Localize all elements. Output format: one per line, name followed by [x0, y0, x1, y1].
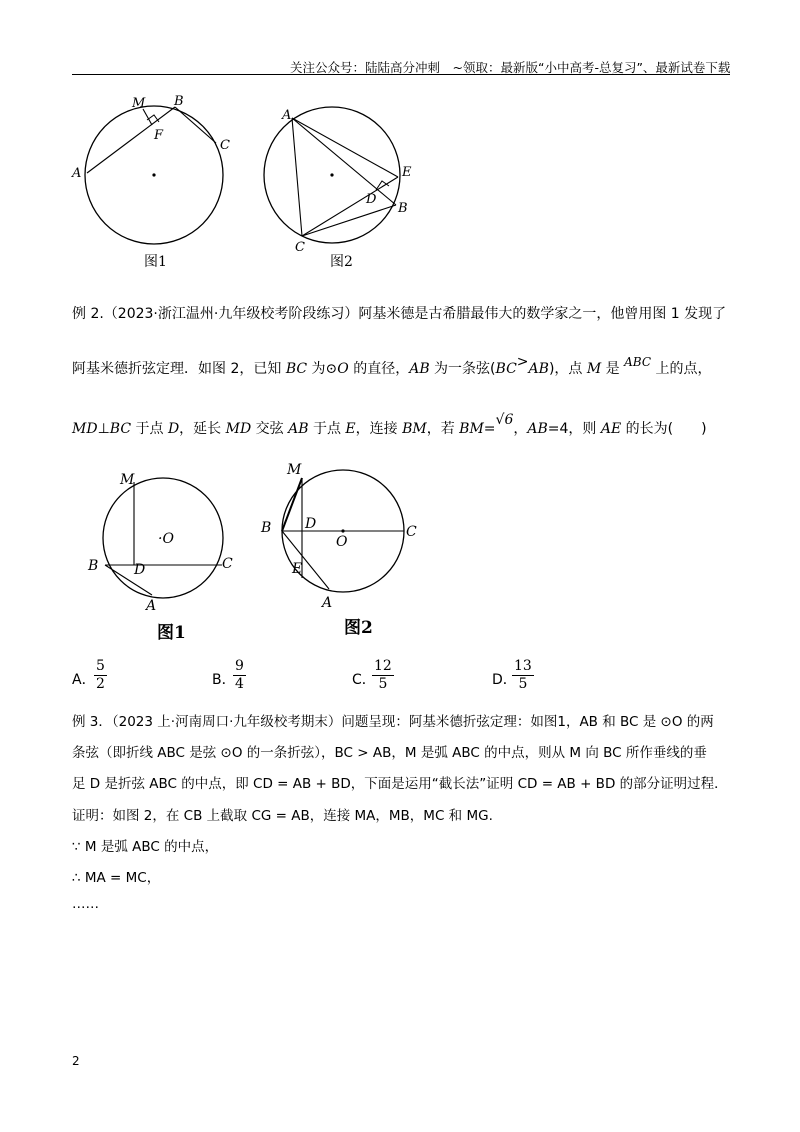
option-c-fraction: $\frac{12}{5}$ [374, 658, 392, 692]
label-D: D [305, 516, 317, 532]
arc-ABC: ABC [624, 355, 651, 369]
label-F: F [154, 128, 164, 143]
page-header: 关注公众号：陆陆高分冲刺 ~领取：最新版“小中高考-总复习”、最新试卷下载 [290, 60, 731, 75]
label-E: E [292, 561, 303, 577]
top-figure-2-caption: 图2 [330, 254, 353, 270]
example3-line4: 证明：如图 2，在 CB 上截取 CG = AB，连接 MA，MB，MC 和 MG. [72, 808, 493, 824]
label-A: A [322, 595, 333, 611]
label-E: E [402, 165, 412, 180]
header-divider [72, 74, 730, 75]
label-A: A [146, 598, 157, 614]
example2-line2: 阿基米德折弦定理．如图 2，已知 BC 为⊙O 的直径，AB 为一条弦(BC>AB)，点 M 是 ABC 上的点， [72, 354, 712, 377]
example3-line1: 例 3．（2023 上·河南周口·九年级校考期末）问题呈现：阿基米德折弦定理：如图1，AB 和 BC 是 ⊙O 的两 [72, 714, 714, 730]
example2-line1: 例 2.（2023·浙江温州·九年级校考阶段练习）阿基米德是古希腊最伟大的数学家之一，他曾用图 1 发现了 [72, 306, 727, 322]
label-C: C [220, 138, 230, 153]
label-M: M [287, 462, 302, 478]
label-O: O [336, 534, 348, 550]
label-B: B [398, 201, 408, 216]
label-B: B [88, 558, 99, 574]
sqrt6: √6 [495, 412, 514, 428]
example3-line2: 条弦（即折线 ABC 是弦 ⊙O 的一条折弦），BC > AB，M 是弧 ABC 的中点，则从 M 向 BC 所作垂线的垂 [72, 745, 707, 761]
example3-line7: …… [72, 896, 99, 912]
label-D: D [134, 562, 146, 578]
label-A: A [282, 108, 292, 123]
example2-figure-1 [80, 458, 250, 618]
label-D: D [366, 192, 377, 207]
label-C: C [295, 240, 305, 255]
option-c-letter: C． [352, 672, 376, 688]
example2-figure-1-caption: 图1 [157, 623, 186, 643]
option-d-letter: D． [492, 672, 517, 688]
example3-line3: 足 D 是折弦 ABC 的中点，即 CD = AB + BD，下面是运用“截长法”证明 CD = AB + BD 的部分证明过程． [72, 776, 728, 792]
option-b-fraction: $\frac{9}{4}$ [235, 658, 244, 692]
label-C: C [222, 556, 233, 572]
option-d-fraction: $\frac{13}{5}$ [514, 658, 532, 692]
option-a-letter: A． [72, 672, 96, 688]
label-O: ·O [158, 531, 174, 547]
option-b-letter: B． [212, 672, 236, 688]
top-figure-1 [60, 85, 260, 275]
example2-line3: MD⊥BC 于点 D，延长 MD 交弦 AB 于点 E，连接 BM，若 BM=√6，AB=4，则 AE 的长为( ) [72, 412, 707, 437]
page-number: 2 [72, 1054, 80, 1068]
example3-line5: ∵ M 是弧 ABC 的中点， [72, 839, 219, 855]
top-figure-2 [260, 85, 430, 275]
label-C: C [406, 524, 417, 540]
label-M: M [132, 96, 146, 111]
label-M: M [120, 472, 135, 488]
label-B: B [174, 94, 184, 109]
label-A: A [72, 166, 82, 181]
example3-line6: ∴ MA = MC， [72, 870, 161, 886]
example2-figure-2 [255, 458, 430, 618]
example2-figure-2-caption: 图2 [344, 618, 373, 638]
label-B: B [261, 520, 272, 536]
top-figure-1-caption: 图1 [144, 254, 167, 270]
option-a-fraction: $\frac{5}{2}$ [96, 658, 105, 692]
